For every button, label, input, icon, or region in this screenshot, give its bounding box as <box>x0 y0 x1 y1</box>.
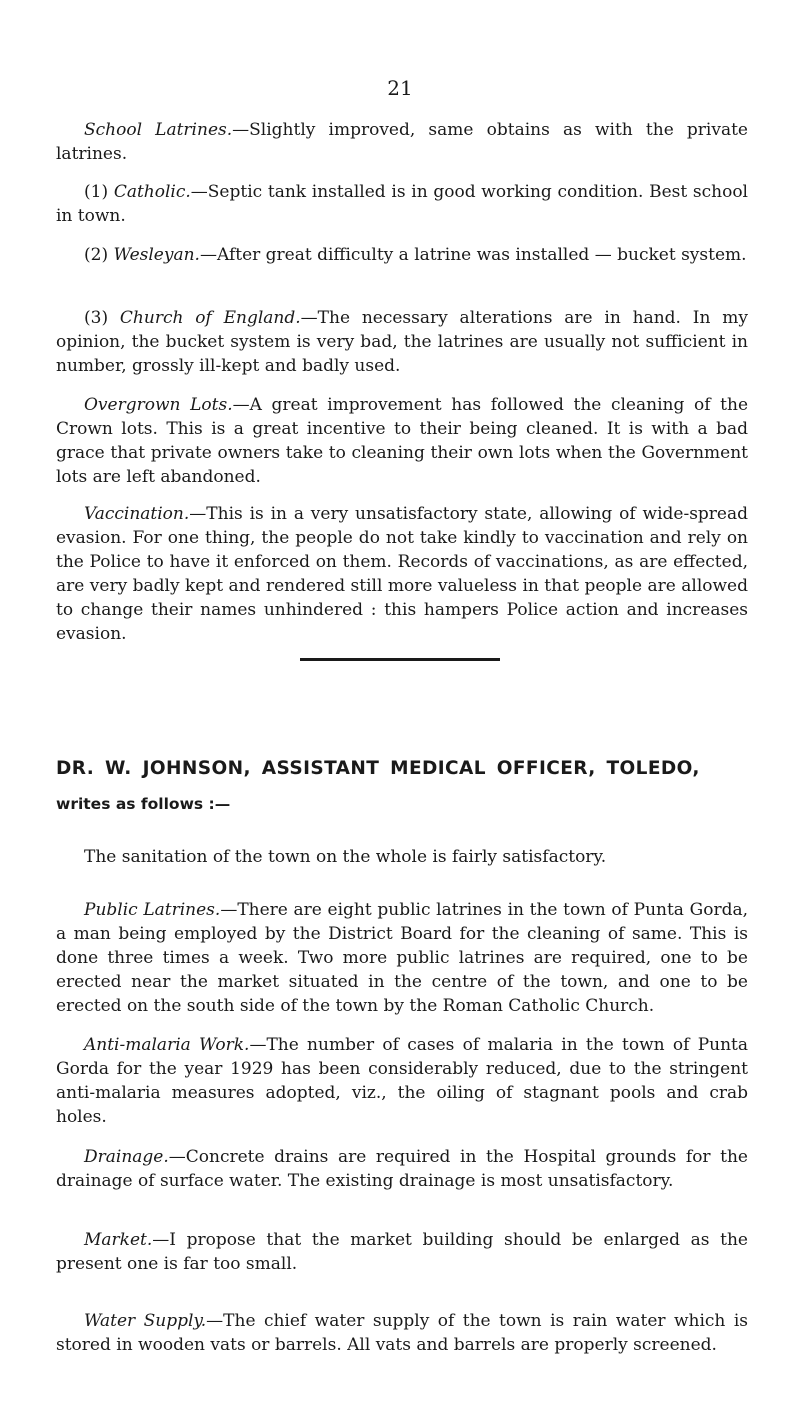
para-market <box>56 1228 748 1276</box>
para-school-latrines <box>56 118 748 166</box>
para-church-of-england <box>56 306 748 378</box>
para-number: (3) <box>84 308 109 328</box>
para-text: —I propose that the market building should be enlarged as the present one is far too small. <box>56 1230 748 1274</box>
para-water-supply <box>56 1309 748 1357</box>
para-text: —The number of cases of malaria in the town of Punta Gorda for the year 1929 has been considerably reduced, due to the stringent anti-malaria measures adopted, viz., the oiling of stagnant pools and crab holes. <box>56 1035 748 1127</box>
para-drainage <box>56 1145 748 1193</box>
section-heading: DR. W. JOHNSON, ASSISTANT MEDICAL OFFICER, TOLEDO, <box>56 758 700 779</box>
para-text: —The chief water supply of the town is rain water which is stored in wooden vats or barrels. All vats and barrels are properly screened. <box>56 1311 748 1355</box>
para-title: Vaccination. <box>84 504 190 524</box>
para-title: Wesleyan. <box>113 245 200 265</box>
para-title: Water Supply. <box>84 1311 207 1331</box>
section-divider <box>300 658 500 661</box>
para-text: —Septic tank installed is in good working condition. Best school in town. <box>56 182 748 226</box>
para-wesleyan <box>56 243 748 267</box>
para-sanitation <box>56 845 748 869</box>
para-text: —Slightly improved, same obtains as with the private latrines. <box>56 120 748 164</box>
para-title: Overgrown Lots. <box>84 395 233 415</box>
writes-line: writes as follows :— <box>56 795 231 813</box>
para-title: Market. <box>84 1230 153 1250</box>
para-text: —There are eight public latrines in the town of Punta Gorda, a man being employed by the District Board for the cleaning of same. This is done three times a week. Two more public latrines are required, one to be erected near the market situated in the centre of the town, and one to be erected on the south side of the town by the Roman Catholic Church. <box>56 900 748 1016</box>
para-title: Drainage. <box>84 1147 169 1167</box>
para-number: (2) <box>84 245 109 265</box>
para-catholic <box>56 180 748 228</box>
para-anti-malaria <box>56 1033 748 1129</box>
para-text: —Concrete drains are required in the Hospital grounds for the drainage of surface water. The existing drainage is most unsatisfactory. <box>56 1147 748 1191</box>
para-overgrown-lots <box>56 393 748 489</box>
para-text: —This is in a very unsatisfactory state, allowing of wide-spread evasion. For one thing, the people do not take kindly to vaccination and rely on the Police to have it enforced on them. Records of vaccinations, as are effected, are very badly kept and rendered still more valueless in that people are allowed to change their names unhindered : this hampers Police action and increases evasion. <box>56 504 748 644</box>
para-title: Church of England. <box>119 308 301 328</box>
para-title: Catholic. <box>113 182 191 202</box>
para-text: —A great improvement has followed the cleaning of the Crown lots. This is a great incentive to their being cleaned. It is with a bad grace that private owners take to cleaning their own lots when the Government lots are left abandoned. <box>56 395 748 487</box>
page-number: 21 <box>387 76 413 100</box>
para-text: —After great difficulty a latrine was installed — bucket system. <box>199 245 747 265</box>
para-title: School Latrines. <box>84 120 233 140</box>
para-text: The sanitation of the town on the whole is fairly satisfactory. <box>84 847 607 867</box>
para-text: —The necessary alterations are in hand. In my opinion, the bucket system is very bad, the latrines are usually not sufficient in number, grossly ill-kept and badly used. <box>56 308 748 376</box>
para-title: Anti-malaria Work. <box>84 1035 250 1055</box>
para-public-latrines <box>56 898 748 1018</box>
para-title: Public Latrines. <box>84 900 221 920</box>
para-vaccination <box>56 502 748 646</box>
para-number: (1) <box>84 182 109 202</box>
